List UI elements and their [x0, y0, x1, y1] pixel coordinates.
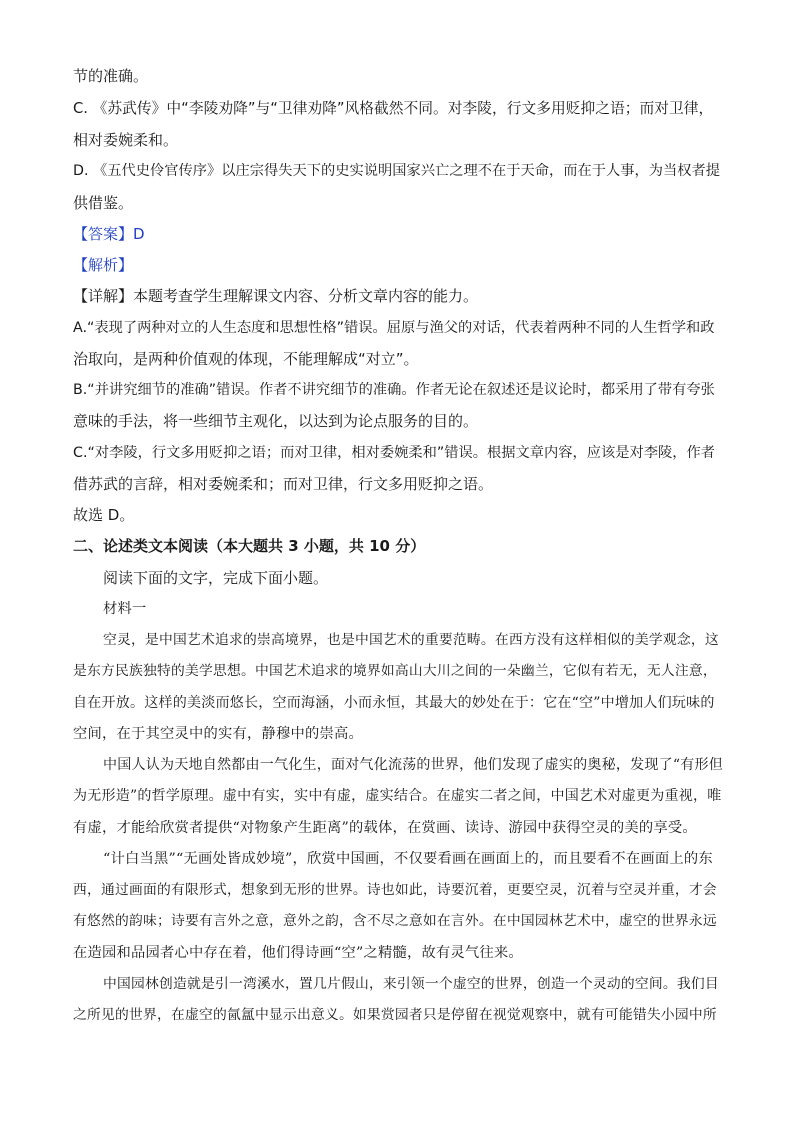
- text-line: 借苏武的言辞，相对委婉柔和；而对卫律，行文多用贬抑之语。: [73, 475, 494, 493]
- instruction-line: 阅读下面的文字，完成下面小题。: [103, 569, 329, 587]
- material-label: 材料一: [103, 601, 147, 617]
- material-line: 自在开放。这样的美淡而悠长，空而海涵，小而永恒，其最大的妙处在于：它在“空”中增加人们玩味的: [73, 695, 715, 711]
- material-line: 空灵，是中国艺术追求的崇高境界，也是中国艺术的重要范畴。在西方没有这样相似的美学观念，这: [103, 632, 719, 648]
- material-line: 中国园林创造就是引一湾溪水，置几片假山，来引领一个虚空的世界，创造一个灵动的空间。我们目: [103, 976, 719, 992]
- answer-label: 【答案】D: [73, 225, 145, 243]
- material-line: 之所见的世界，在虚空的氤氲中显示出意义。如果赏园者只是停留在视觉观察中，就有可能错失小园中所: [73, 1007, 717, 1023]
- text-line: 供借鉴。: [73, 194, 134, 212]
- option-d-line: D. 《五代史伶官传序》以庄宗得失天下的史实说明国家兴亡之理不在于天命，而在于人事，为当权者提: [73, 163, 721, 179]
- text-line: 相对委婉柔和。: [73, 131, 179, 149]
- material-line: 西，通过画面的有限形式，想象到无形的世界。诗也如此，诗要沉着，更要空灵，沉着与空灵并重，才会: [73, 882, 717, 898]
- text-line: 意味的手法，将一些细节主观化，以达到为论点服务的目的。: [73, 412, 479, 430]
- material-line: 空间，在于其空灵中的实有，静穆中的崇高。: [73, 726, 363, 742]
- option-c-line: C. 《苏武传》中“李陵劝降”与“卫律劝降”风格截然不同。对李陵，行文多用贬抑之语；而对卫律，: [73, 100, 714, 117]
- analysis-label: 【解析】: [73, 256, 134, 274]
- material-line: 在造园和品园者心中存在着，他们得诗画“空”之精髓，故有灵气往来。: [73, 945, 523, 961]
- text-line: A.“表现了两种对立的人生态度和思想性格”错误。屈原与渔父的对话，代表着两种不同的人生哲学和政: [73, 320, 715, 336]
- material-line: “计白当黑”“无画处皆成妙境”，欣赏中国画，不仅要看画在画面上的，而且要看不在画面上的东: [103, 851, 713, 867]
- text-line: C.“对李陵，行文多用贬抑之语；而对卫律，相对委婉柔和”错误。根据文章内容，应该是对李陵，作者: [73, 445, 715, 461]
- material-line: 有悠然的韵味；诗要有言外之意，意外之韵，含不尽之意如在言外。在中国园林艺术中，虚空的世界永远: [73, 913, 717, 929]
- text-line: 节的准确。: [73, 67, 149, 85]
- material-line: 是东方民族独特的美学思想。中国艺术追求的境界如高山大川之间的一朵幽兰，它似有若无，无人注意，: [73, 663, 717, 679]
- text-line: B.“并讲究细节的准确”错误。作者不讲究细节的准确。作者无论在叙述还是议论时，都采用了带有夸张: [73, 382, 715, 398]
- section-heading: 二、论述类文本阅读（本大题共 3 小题，共 10 分）: [73, 537, 426, 555]
- material-line: 为无形造”的哲学原理。虚中有实，实中有虚，虚实结合。在虚实二者之间，中国艺术对虚更为重视，唯: [73, 788, 722, 804]
- text-line: 治取向，是两种价值观的体现，不能理解成“对立”。: [73, 350, 419, 368]
- text-line: 故选 D。: [73, 506, 135, 524]
- detail-line: 【详解】本题考查学生理解课文内容、分析文章内容的能力。: [73, 287, 479, 305]
- material-line: 中国人认为天地自然都由一气化生，面对气化流荡的世界，他们发现了虚实的奥秘，发现了“有形但: [103, 757, 723, 773]
- material-line: 有虚，才能给欣赏者提供“对物象产生距离”的载体，在赏画、读诗、游园中获得空灵的美的享受。: [73, 820, 697, 836]
